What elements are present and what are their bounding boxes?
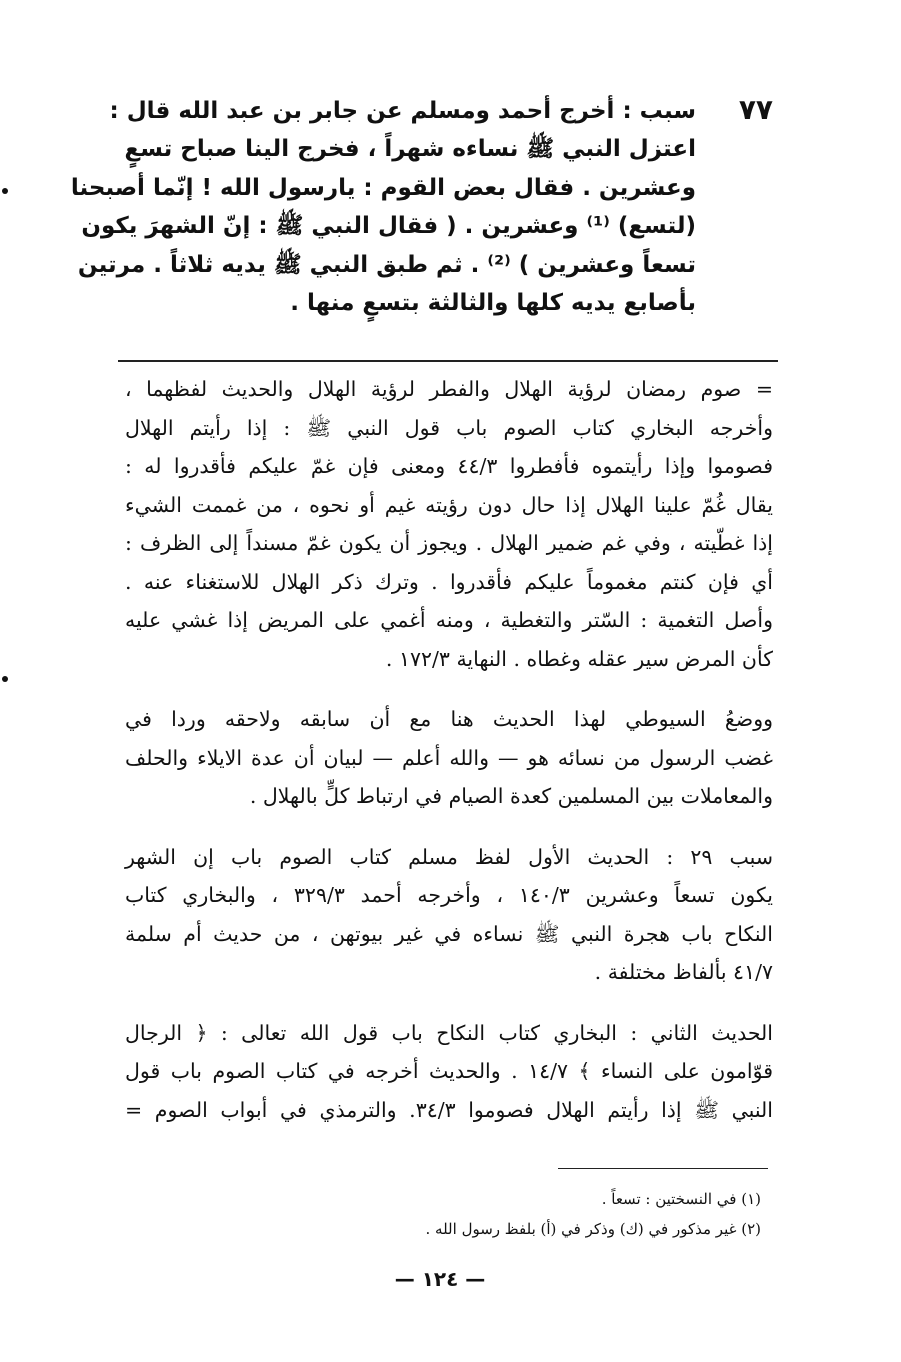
footnotes — [161, 1184, 761, 1244]
commentary-line: سبب ٢٩ : الحديث الأول لفظ مسلم كتاب الصوم باب إن الشهر — [125, 844, 773, 869]
commentary-line: النبي ﷺ إذا رأيتم الهلال فصوموا ٣٤/٣. والترمذي في أبواب الصوم = — [125, 1097, 773, 1122]
hadith-line: تسعاً وعشرين ) ⁽²⁾ . ثم طبق النبي ﷺ يديه ثلاثاً . مرتين — [77, 251, 696, 278]
commentary-line: قوّامون على النساء ﴾ ١٤/٧ . والحديث أخرجه في كتاب الصوم باب قول — [125, 1059, 773, 1083]
hadith-number: ٧٧ — [738, 93, 773, 126]
commentary-paragraph-1 — [125, 370, 773, 678]
commentary-line: كأن المرض سير عقله وغطاه . النهاية ١٧٢/٣ . — [385, 646, 773, 671]
footnote-1: (١) في النسختين : تسعاً . — [601, 1190, 761, 1208]
margin-dot — [2, 676, 8, 682]
hadith-line: سبب : أخرج أحمد ومسلم عن جابر بن عبد الله قال : — [109, 98, 696, 124]
commentary-line: يكون تسعاً وعشرين ١٤٠/٣ ، وأخرجه أحمد ٣٢٩/٣ ، والبخاري كتاب — [125, 883, 774, 907]
commentary-line: يقال غُمّ علينا الهلال إذا حال دون رؤيته غيم أو نحوه ، من غممت الشيء — [125, 492, 773, 517]
paragraph-gap — [125, 816, 773, 838]
commentary-line: ٤١/٧ بألفاظ مختلفة . — [594, 960, 773, 984]
commentary-line: النكاح باب هجرة النبي ﷺ نساءه في غير بيوتهن ، من حديث أم سلمة — [125, 921, 773, 946]
paragraph-gap — [125, 992, 773, 1014]
hadith-text — [70, 92, 696, 322]
paragraph-gap — [125, 678, 773, 700]
hadith-line: اعتزل النبي ﷺ نساءه شهراً ، فخرج الينا صباح تسعٍ — [124, 136, 696, 163]
margin-dot — [2, 188, 8, 194]
commentary-paragraph-2 — [125, 700, 773, 816]
section-divider — [118, 360, 778, 362]
page-number: — ١٢٤ — — [394, 1267, 486, 1291]
commentary-line: وأخرجه البخاري كتاب الصوم باب قول النبي ﷺ : إذا رأيتم الهلال — [125, 415, 773, 440]
commentary-line: إذا غطّيته ، وفي غم ضمير الهلال . ويجوز أن يكون غمّ مسنداً إلى الظرف : — [125, 531, 773, 555]
commentary-line: ووضعُ السيوطي لهذا الحديث هنا مع أن سابقه ولاحقه وردا في — [125, 707, 773, 731]
commentary-line: = صوم رمضان لرؤية الهلال والفطر لرؤية الهلال والحديث لفظهما ، — [125, 377, 773, 401]
commentary-line: فصوموا وإذا رأيتموه فأفطروا ٤٤/٣ ومعنى فإن غمّ عليكم فأقدروا له : — [125, 454, 773, 478]
footnote-2: (٢) غير مذكور في (ك) وذكر في (أ) بلفظ رسول الله . — [425, 1220, 761, 1238]
hadith-line: (لتسع) ⁽¹⁾ وعشرين . ( فقال النبي ﷺ : إنّ الشهرَ يكون — [81, 213, 696, 240]
commentary-line: والمعاملات بين المسلمين كعدة الصيام في ارتباط كلٍّ بالهلال . — [249, 784, 773, 808]
hadith-line: بأصابع يديه كلها والثالثة بتسعٍ منها . — [290, 290, 696, 317]
commentary-line: غضب الرسول من نسائه هو — والله أعلم — لبيان أن عدة الايلاء والحلف — [125, 745, 773, 770]
hadith-line: وعشرين . فقال بعض القوم : يارسول الله ! إنّما أصبحنا — [70, 174, 696, 201]
commentary-line: أي فإن كنتم مغموماً عليكم فأقدروا . وترك ذكر الهلال للاستغناء عنه . — [125, 569, 773, 594]
footnote-divider — [558, 1168, 768, 1169]
commentary-line: وأصل التغمية : السّتر والتغطية ، ومنه أغمي على المريض إذا غشي عليه — [125, 608, 773, 632]
commentary-paragraph-3 — [125, 838, 773, 992]
commentary-paragraph-4 — [125, 1014, 773, 1130]
commentary — [125, 370, 773, 1129]
commentary-line: الحديث الثاني : البخاري كتاب النكاح باب قول الله تعالى : ﴿ الرجال — [125, 1020, 773, 1045]
